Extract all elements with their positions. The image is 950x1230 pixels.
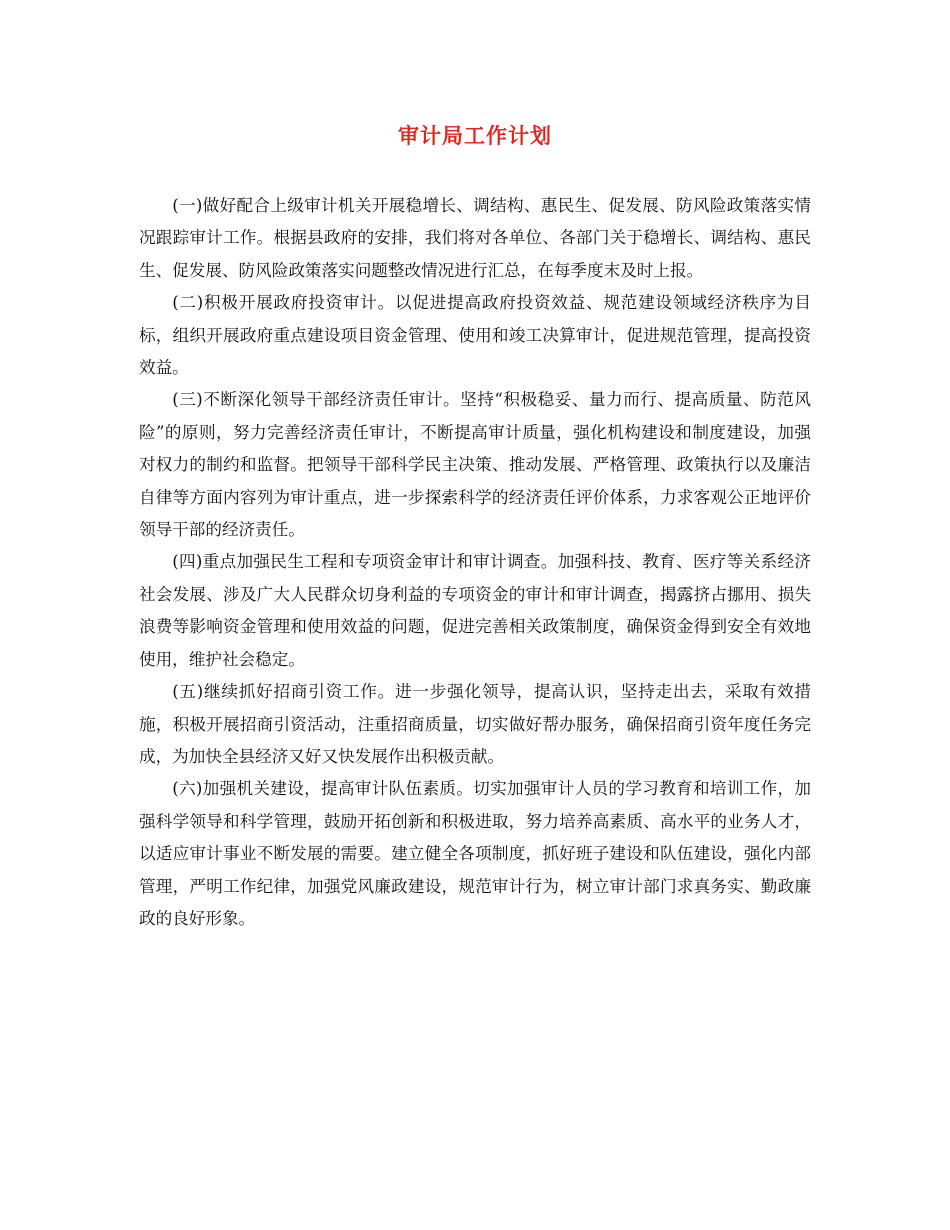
document-title: 审计局工作计划 bbox=[398, 123, 552, 148]
paragraph-5: (五)继续抓好招商引资工作。进一步强化领导，提高认识，坚持走出去，采取有效措施，积极开展招商引资活动，注重招商质量，切实做好帮办服务，确保招商引资年度任务完成，为加快全县经济又好又快发展作出积极贡献。 bbox=[139, 682, 811, 766]
paragraph-1: (一)做好配合上级审计机关开展稳增长、调结构、惠民生、促发展、防风险政策落实情况跟踪审计工作。根据县政府的安排，我们将对各单位、各部门关于稳增长、调结构、惠民生、促发展、防风险政策落实问题整改情况进行汇总，在每季度末及时上报。 bbox=[139, 196, 811, 280]
document-body bbox=[139, 190, 811, 935]
paragraph-2: (二)积极开展政府投资审计。以促进提高政府投资效益、规范建设领域经济秩序为目标，组织开展政府重点建设项目资金管理、使用和竣工决算审计，促进规范管理，提高投资效益。 bbox=[139, 293, 811, 378]
paragraph-6: (六)加强机关建设，提高审计队伍素质。切实加强审计人员的学习教育和培训工作，加强科学领导和科学管理，鼓励开拓创新和积极进取，努力培养高素质、高水平的业务人才，以适应审计事业不断发展的需要。建立健全各项制度，抓好班子建设和队伍建设，强化内部管理，严明工作纪律，加强党风廉政建设，规范审计行为，树立审计部门求真务实、勤政廉政的良好形象。 bbox=[139, 779, 811, 928]
paragraph-3: (三)不断深化领导干部经济责任审计。坚持“积极稳妥、量力而行、提高质量、防范风险”的原则，努力完善经济责任审计，不断提高审计质量，强化机构建设和制度建设，加强对权力的制约和监督。把领导干部科学民主决策、推动发展、严格管理、政策执行以及廉洁自律等方面内容列为审计重点，进一步探索科学的经济责任评价体系，力求客观公正地评价领导干部的经济责任。 bbox=[139, 390, 811, 540]
paragraph-4: (四)重点加强民生工程和专项资金审计和审计调查。加强科技、教育、医疗等关系经济社会发展、涉及广大人民群众切身利益的专项资金的审计和审计调查，揭露挤占挪用、损失浪费等影响资金管理和使用效益的问题，促进完善相关政策制度，确保资金得到安全有效地使用，维护社会稳定。 bbox=[139, 552, 811, 669]
